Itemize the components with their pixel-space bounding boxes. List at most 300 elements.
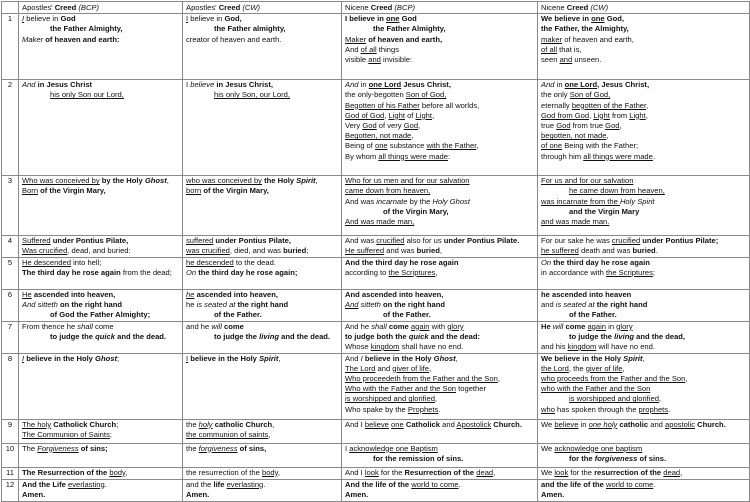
creed-text: Catholick bbox=[403, 419, 443, 429]
creed-text: of very bbox=[376, 121, 404, 131]
creed-text: of sins; bbox=[78, 443, 108, 453]
creed-text: I bbox=[22, 353, 25, 363]
creed-text: he descended bbox=[186, 257, 234, 267]
creed-text: And I bbox=[345, 419, 365, 429]
creed-text: Was crucified bbox=[22, 246, 68, 256]
creed-text: come bbox=[386, 321, 411, 331]
creed-text: God of God bbox=[345, 110, 385, 120]
creed-text: , dead, and buried: bbox=[67, 246, 131, 256]
cell-nicene-bcp bbox=[342, 479, 538, 501]
cell-apostles-cw bbox=[183, 419, 342, 443]
cell-apostles-bcp bbox=[19, 257, 183, 289]
creed-text: again bbox=[410, 321, 430, 331]
creed-line bbox=[345, 45, 534, 55]
creed-text: I believe in bbox=[345, 14, 386, 24]
creed-text: crucified bbox=[376, 236, 405, 246]
creed-line bbox=[186, 24, 338, 34]
creed-text: We bbox=[541, 419, 555, 429]
row-number: 8 bbox=[2, 353, 19, 419]
creed-text: , bbox=[642, 353, 645, 363]
creed-text: of heaven and earth, bbox=[366, 34, 443, 44]
creed-text: catholic bbox=[617, 419, 651, 429]
creed-text: , bbox=[315, 176, 318, 186]
creed-text: , bbox=[429, 363, 432, 373]
creed-text: into hell; bbox=[70, 257, 102, 267]
creed-text: Ghost bbox=[144, 176, 167, 186]
table-row bbox=[2, 236, 750, 257]
creed-text: under Pontius Pilate, bbox=[213, 236, 291, 246]
creed-text: the Lord bbox=[541, 363, 569, 373]
creed-text: true bbox=[541, 121, 557, 131]
creed-text: God from God bbox=[541, 110, 590, 120]
creed-text: eternally bbox=[541, 100, 572, 110]
creed-text: resurrection of the bbox=[594, 467, 664, 477]
creed-text: Light bbox=[415, 110, 432, 120]
creed-text: is seated at bbox=[555, 299, 595, 309]
creed-line bbox=[345, 152, 534, 162]
creed-text: by the bbox=[407, 196, 433, 206]
creed-line bbox=[345, 290, 534, 300]
creed-text: again bbox=[587, 321, 607, 331]
creed-line bbox=[345, 80, 534, 90]
creed-line bbox=[345, 420, 534, 430]
creed-line bbox=[186, 444, 338, 454]
creed-text: : bbox=[448, 151, 451, 161]
creed-text: to judge the bbox=[214, 331, 260, 341]
cell-nicene-cw bbox=[538, 353, 750, 419]
creed-line bbox=[345, 35, 534, 45]
creed-text: , bbox=[411, 131, 414, 141]
creed-text: ; bbox=[652, 267, 655, 277]
row-number: 3 bbox=[2, 176, 19, 236]
creed-text: by the Holy bbox=[99, 176, 145, 186]
creed-text: he suffered bbox=[541, 246, 579, 256]
cell-nicene-cw bbox=[538, 479, 750, 501]
creed-line bbox=[22, 80, 179, 90]
creed-text: quick bbox=[95, 331, 115, 341]
creed-text: and bbox=[375, 363, 393, 373]
creed-text: Amen. bbox=[22, 489, 46, 499]
creed-text: in bbox=[554, 80, 565, 90]
creed-text: of all bbox=[541, 44, 558, 54]
cell-nicene-bcp bbox=[342, 14, 538, 80]
creed-text: together bbox=[456, 384, 487, 394]
creed-text: I bbox=[345, 443, 350, 453]
creed-text: for the bbox=[568, 467, 595, 477]
creed-line bbox=[345, 384, 534, 394]
creed-text: of the bbox=[581, 479, 606, 489]
creed-text: giver of life bbox=[585, 363, 623, 373]
creed-text: I bbox=[186, 80, 191, 90]
creed-text: quick bbox=[408, 331, 429, 341]
creed-text: and his bbox=[541, 342, 568, 352]
creed-text: Holy Ghost bbox=[432, 196, 470, 206]
cell-nicene-cw bbox=[538, 321, 750, 353]
creed-text: And was bbox=[345, 236, 377, 246]
creed-line bbox=[345, 236, 534, 246]
creed-text: maker bbox=[541, 34, 563, 44]
table-row bbox=[2, 257, 750, 289]
creed-line bbox=[186, 80, 338, 90]
creed-text: dead bbox=[476, 467, 494, 477]
creed-text: He bbox=[541, 321, 553, 331]
creed-text: his only Son, our Lord, bbox=[214, 90, 290, 100]
creed-text: unseen. bbox=[572, 55, 602, 65]
creed-text: , bbox=[272, 419, 275, 429]
creed-text: the resurrection of the bbox=[186, 467, 262, 477]
creed-text: God, bbox=[604, 14, 625, 24]
creed-text: For our sake he was bbox=[541, 236, 612, 246]
creed-text: Church bbox=[245, 419, 273, 429]
creed-text: Who was conceived by bbox=[22, 176, 100, 186]
creed-text: , bbox=[685, 374, 688, 384]
creed-line bbox=[186, 354, 338, 364]
creed-line bbox=[541, 197, 746, 207]
creed-line bbox=[345, 268, 534, 278]
creed-line bbox=[186, 246, 338, 256]
creed-line bbox=[541, 141, 746, 151]
creed-text: one Lord bbox=[368, 80, 402, 90]
creed-text: was incarnate from the bbox=[541, 196, 620, 206]
creed-text: the third day he rose again bbox=[551, 257, 650, 267]
creed-line bbox=[541, 394, 746, 404]
creed-text: He suffered bbox=[345, 246, 385, 256]
creed-line bbox=[541, 152, 746, 162]
creed-text: . bbox=[655, 246, 658, 256]
creed-text: shall bbox=[77, 321, 93, 331]
header-number bbox=[2, 2, 19, 14]
creed-line bbox=[541, 300, 746, 310]
creed-text: And I bbox=[345, 467, 365, 477]
creed-text: By whom bbox=[345, 151, 379, 161]
creed-text: Catholick Church bbox=[51, 419, 117, 429]
creed-line bbox=[541, 268, 746, 278]
creed-line bbox=[541, 217, 746, 227]
creed-text: God bbox=[556, 121, 571, 131]
creed-line bbox=[541, 236, 746, 246]
creed-text: And bbox=[541, 80, 555, 90]
creed-text: For us and for our salvation bbox=[541, 176, 634, 186]
creed-text: And the Life bbox=[22, 479, 68, 489]
creed-line bbox=[22, 480, 179, 490]
cell-nicene-bcp bbox=[342, 80, 538, 176]
creed-line bbox=[345, 121, 534, 131]
creed-line bbox=[541, 121, 746, 131]
creed-text: everlasting bbox=[226, 479, 264, 489]
creed-text: believe bbox=[364, 419, 389, 429]
creed-text: Begotten, not made bbox=[345, 131, 412, 141]
creed-text: , bbox=[680, 467, 683, 477]
creed-text: , bbox=[268, 429, 271, 439]
creed-text: believe in bbox=[24, 14, 61, 24]
header-row bbox=[2, 2, 750, 14]
creed-text: , Jesus Christ, bbox=[597, 80, 650, 90]
creed-text: from true bbox=[570, 121, 606, 131]
creed-text: in Jesus Christ, bbox=[214, 80, 273, 90]
creed-text: . bbox=[668, 404, 671, 414]
creed-text: giver of life bbox=[392, 363, 430, 373]
creed-text: to judge the bbox=[50, 331, 96, 341]
creed-text: in bbox=[606, 321, 617, 331]
creed-line bbox=[541, 490, 746, 500]
creed-text: buried bbox=[283, 246, 307, 256]
creed-text: the only-begotten bbox=[345, 90, 406, 100]
creed-text: believe bbox=[554, 419, 579, 429]
creed-text: God bbox=[399, 14, 417, 24]
creed-text: on the right hand bbox=[57, 299, 123, 309]
creed-text: buried bbox=[632, 246, 656, 256]
creed-line bbox=[186, 35, 338, 45]
creed-text: . bbox=[104, 479, 107, 489]
cell-apostles-bcp bbox=[19, 467, 183, 479]
creed-text: of sins, bbox=[237, 443, 267, 453]
table-row bbox=[2, 176, 750, 236]
creed-text: , bbox=[606, 131, 609, 141]
creed-line bbox=[345, 14, 534, 24]
creed-text: We believe in bbox=[541, 14, 592, 24]
creed-text: , bbox=[493, 467, 496, 477]
creed-text: body bbox=[261, 467, 278, 477]
creed-line bbox=[345, 322, 534, 332]
creed-line bbox=[345, 131, 534, 141]
creed-text: and bbox=[541, 299, 556, 309]
creed-text: Suffered bbox=[22, 236, 51, 246]
creed-line bbox=[186, 332, 338, 342]
cell-nicene-bcp bbox=[342, 419, 538, 443]
creed-text: of the Virgin Mary, bbox=[38, 186, 106, 196]
creed-text: The bbox=[22, 443, 38, 453]
creed-text: of bbox=[404, 110, 416, 120]
cell-nicene-cw bbox=[538, 176, 750, 236]
creed-text: Whose bbox=[345, 342, 371, 352]
creed-line bbox=[345, 332, 534, 342]
creed-text: all things were made bbox=[378, 151, 448, 161]
creed-text: to the dead. bbox=[233, 257, 276, 267]
creed-text: , bbox=[622, 363, 625, 373]
creed-text: and the Virgin Mary bbox=[569, 206, 640, 216]
creed-text: with the Father bbox=[426, 141, 477, 151]
cell-apostles-cw bbox=[183, 321, 342, 353]
creed-text: Light bbox=[593, 110, 610, 120]
row-number: 5 bbox=[2, 257, 19, 289]
creed-text: Maker bbox=[345, 34, 367, 44]
creed-text: that is, bbox=[557, 44, 582, 54]
creed-text: living bbox=[259, 331, 279, 341]
creed-line bbox=[186, 310, 338, 320]
cell-nicene-cw bbox=[538, 14, 750, 80]
creed-text: And bbox=[345, 353, 361, 363]
creed-line bbox=[345, 490, 534, 500]
creed-text: The holy bbox=[22, 419, 52, 429]
creed-text: believe in bbox=[188, 14, 225, 24]
creed-text: ascended into heaven, bbox=[31, 289, 116, 299]
creed-text: come bbox=[563, 321, 588, 331]
creed-line bbox=[541, 310, 746, 320]
creed-line bbox=[541, 444, 746, 454]
creed-line bbox=[345, 24, 534, 34]
creed-text: one bbox=[385, 14, 400, 24]
creed-line bbox=[541, 322, 746, 332]
creed-comparison-table bbox=[1, 1, 750, 502]
creed-text: And bbox=[345, 80, 359, 90]
creed-text: on the right hand bbox=[380, 299, 446, 309]
creed-text: he came down from heaven, bbox=[569, 186, 665, 196]
creed-line bbox=[541, 420, 746, 430]
creed-text: one bbox=[391, 419, 404, 429]
creed-text: substance bbox=[387, 141, 427, 151]
creed-text: Apostolick bbox=[456, 419, 492, 429]
creed-line bbox=[186, 480, 338, 490]
creed-text: who bbox=[541, 404, 555, 414]
creed-text: of one bbox=[541, 141, 563, 151]
creed-line bbox=[345, 207, 534, 217]
creed-text: the Holy bbox=[261, 176, 297, 186]
creed-text: he bbox=[186, 299, 197, 309]
creed-text: , bbox=[658, 394, 662, 404]
creed-text: Being with the Father; bbox=[562, 141, 639, 151]
creed-line bbox=[186, 176, 338, 186]
creed-text: world to come bbox=[606, 479, 654, 489]
creed-text: , bbox=[645, 110, 648, 120]
creed-text: the communion of saints bbox=[186, 429, 269, 439]
cell-nicene-bcp bbox=[342, 353, 538, 419]
creed-text: the Father Almighty, bbox=[373, 24, 446, 34]
creed-line bbox=[22, 322, 179, 332]
creed-line bbox=[345, 246, 534, 256]
creed-text: is seated at bbox=[196, 299, 236, 309]
creed-line bbox=[345, 454, 534, 464]
creed-text: We believe in the Holy bbox=[541, 353, 624, 363]
creed-text: . bbox=[653, 479, 656, 489]
creed-line bbox=[345, 444, 534, 454]
creed-line bbox=[345, 310, 534, 320]
table-row bbox=[2, 353, 750, 419]
creed-text: Amen. bbox=[186, 489, 210, 499]
creed-line bbox=[22, 268, 179, 278]
row-number: 4 bbox=[2, 236, 19, 257]
creed-text: He bbox=[22, 289, 32, 299]
creed-text: and the dead. bbox=[114, 331, 167, 341]
creed-line bbox=[186, 258, 338, 268]
creed-text: one holy bbox=[588, 419, 618, 429]
creed-text: . bbox=[263, 479, 266, 489]
creed-line bbox=[541, 14, 746, 24]
creed-text: in bbox=[578, 419, 589, 429]
table-row bbox=[2, 479, 750, 501]
creed-line bbox=[345, 374, 534, 384]
creed-text: will bbox=[552, 321, 564, 331]
creed-text: Who for us men and for our salvation bbox=[345, 176, 470, 186]
row-number: 1 bbox=[2, 14, 19, 80]
creed-line bbox=[541, 342, 746, 352]
creed-line bbox=[541, 35, 746, 45]
creed-text: , bbox=[439, 246, 442, 256]
creed-text: of heaven and earth: bbox=[43, 34, 120, 44]
creed-text: The Communion of Saints bbox=[22, 429, 110, 439]
creed-text: one bbox=[591, 14, 605, 24]
row-number: 12 bbox=[2, 479, 19, 501]
cell-apostles-cw bbox=[183, 479, 342, 501]
creed-text: , bbox=[125, 467, 128, 477]
creed-text: things bbox=[376, 44, 400, 54]
creed-line bbox=[22, 258, 179, 268]
creed-text: acknowledge one baptism bbox=[554, 443, 643, 453]
creed-text: the bbox=[186, 443, 199, 453]
creed-text: through him bbox=[541, 151, 584, 161]
creed-text: The Resurrection of the bbox=[22, 467, 110, 477]
creed-text: The third day he rose again bbox=[22, 267, 121, 277]
creed-text: under Pontius Pilate, bbox=[50, 236, 129, 246]
creed-text: for the bbox=[378, 467, 405, 477]
creed-text: the Scriptures bbox=[388, 267, 436, 277]
creed-text: , bbox=[589, 110, 594, 120]
creed-text: , bbox=[646, 100, 649, 110]
creed-text: And bbox=[22, 80, 36, 90]
creed-line bbox=[345, 55, 534, 65]
creed-text: Being of bbox=[345, 141, 375, 151]
creed-line bbox=[22, 176, 179, 186]
creed-text: from the dead; bbox=[120, 267, 172, 277]
creed-text: Son of God, bbox=[569, 90, 611, 100]
creed-text: And bbox=[345, 44, 361, 54]
creed-text: was crucified bbox=[186, 246, 230, 256]
creed-text: On bbox=[186, 267, 197, 277]
creed-text: and bbox=[559, 55, 573, 65]
creed-text: of all bbox=[360, 44, 377, 54]
creed-line bbox=[541, 384, 746, 394]
creed-text: to judge the bbox=[569, 331, 615, 341]
creed-line bbox=[22, 300, 179, 310]
creed-text: We bbox=[541, 467, 555, 477]
creed-text: And the bbox=[345, 479, 376, 489]
creed-text: . bbox=[438, 404, 441, 414]
creed-text: forgiveness bbox=[594, 453, 638, 463]
creed-text: holy bbox=[198, 419, 213, 429]
creed-text: with bbox=[429, 321, 448, 331]
header-nicene-cw: Nicene Creed (CW) bbox=[538, 2, 750, 14]
creed-text: , bbox=[435, 267, 438, 277]
creed-text: And the third day he rose again bbox=[345, 257, 459, 267]
creed-line bbox=[541, 290, 746, 300]
creed-text: death and was bbox=[578, 246, 633, 256]
creed-text: all things were made bbox=[583, 151, 653, 161]
creed-line bbox=[345, 405, 534, 415]
cell-apostles-bcp bbox=[19, 479, 183, 501]
creed-text: Son of God, bbox=[405, 90, 447, 100]
creed-text: in Jesus Christ bbox=[35, 80, 93, 90]
creed-line bbox=[345, 354, 534, 364]
cell-nicene-bcp bbox=[342, 176, 538, 236]
creed-line bbox=[541, 176, 746, 186]
cell-apostles-bcp bbox=[19, 80, 183, 176]
cell-apostles-bcp bbox=[19, 353, 183, 419]
creed-text: Ghost bbox=[95, 353, 117, 363]
creed-text: I bbox=[186, 353, 189, 363]
creed-text: come bbox=[221, 321, 244, 331]
creed-text: is worshipped and glorified bbox=[345, 394, 435, 404]
creed-text: the Scriptures bbox=[606, 267, 653, 277]
creed-text: has spoken through the bbox=[554, 404, 639, 414]
creed-line bbox=[22, 444, 179, 454]
creed-text: apostolic bbox=[665, 419, 695, 429]
creed-text: visible bbox=[345, 55, 369, 65]
creed-text: Who spake by the bbox=[345, 404, 408, 414]
creed-text: I bbox=[186, 14, 189, 24]
header-apostles-cw: Apostles' Creed (CW) bbox=[183, 2, 342, 14]
creed-text: He descended bbox=[22, 257, 71, 267]
creed-line bbox=[22, 420, 179, 430]
creed-text: of the Father. bbox=[383, 310, 431, 320]
